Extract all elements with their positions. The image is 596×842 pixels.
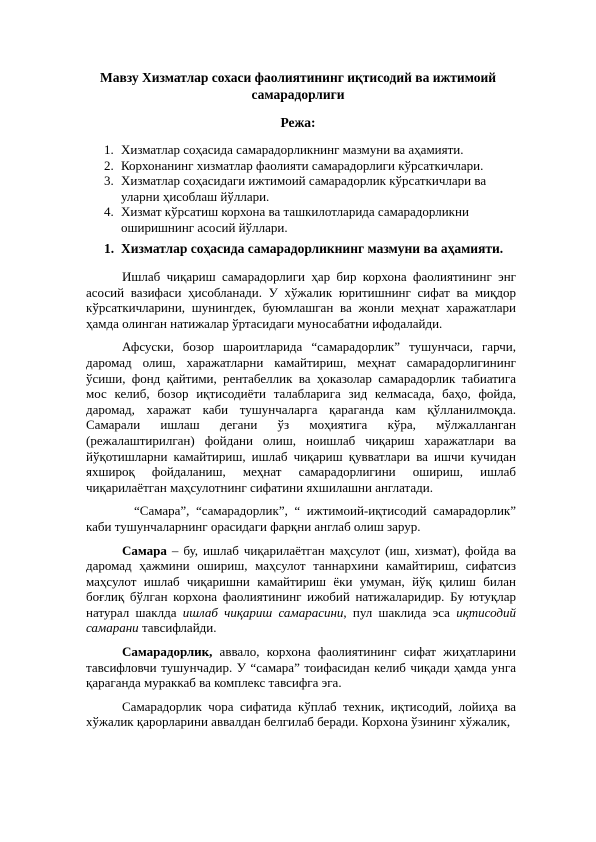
paragraph-5 [86,644,516,691]
paragraph-4-text-c: тавсифлайди. [138,620,217,636]
section-title: Хизматлар соҳасида самарадорликнинг мазмуни ва аҳамияти. [121,241,504,256]
plan-item-text: Корхонанинг хизматлар фаолияти самарадорлиги кўрсаткичлари. [121,157,484,173]
plan-item-text: Хизматлар соҳасида самарадорликнинг мазмуни ва аҳамияти. [121,142,464,157]
plan-item-text: Хизматлар соҳасидаги ижтимоий самарадорлик кўрсаткичлари ва уларни ҳисоблаш йўллари. [121,173,487,204]
paragraph-4-text-b: , пул шаклида эса [343,604,457,620]
term-samara: Самара [122,542,167,558]
plan-item-number: 2. [104,157,114,173]
section-heading [104,240,544,257]
paragraph-4-text-a: – бу, ишлаб чиқарилаётган маҳсулот (иш, хизмат), фойда ва даромад ҳажмини ошириш, маҳсулот таннархини камайтириш, сифатсиз маҳсулот ишлаб чиқаришни камайтириш ёки умуман, йўқ қилиш билан боғлиқ бўлган корхона фаолиятининг ижобий натижаларидир. Бу ютуқлар натурал шаклда [86,542,516,620]
plan-item [104,173,524,204]
paragraph-3: “Самара”, “самарадорлик”, “ ижтимоий-иқтисодий самарадорлик” каби тушунчаларнинг орасидаги фарқни англаб олиш зарур. [86,503,516,534]
section-number: 1. [104,241,115,256]
document-title: Мавзу Хизматлар сохаси фаолиятининг иқтисодий ва ижтимоий самарадорлиги [99,70,497,102]
plan-list [104,142,524,235]
plan-item-number: 1. [104,142,114,157]
plan-item [104,158,524,174]
body-text [86,269,516,730]
paragraph-2: Афсуски, бозор шароитларида “самарадорлик” тушунчаси, гарчи, даромад олиш, харажатларни камайтириш, меҳнат самарадорлигининг ўсиши, фонд қайтими, рентабеллик ва ҳоказолар самарадорлик табиатига мос келиб, бозор иқтисодиёти талабларига зид келмасада, баҳо, фойда, даромад, харажат каби тушунчаларга қараганда кам қўлланилмоқда. Самарали ишлаш дегани ўз моҳиятига кўра, мўлжалланган (режалаштирилган) фойдани олиш, ноишлаб чиқариш харажатлари ва йўқотишларни камайтириш, ишлаб чиқариш қувватлари ва ишчи кучидан яхшироқ фойдаланиш, меҳнат самарадорлигини ошириш, ишлаб чиқарилаётган маҳсулотнинг сифатини яхшилашни англатади. [86,339,516,495]
paragraph-4 [86,543,516,637]
plan-item-text: Хизмат кўрсатиш корхона ва ташкилотларида самарадорликни оширишнинг асосий йўллари. [121,204,469,235]
plan-item [104,142,524,158]
italic-phrase-2: иқтисодий самарани [86,604,517,636]
term-samaradorlik: Самарадорлик, [122,644,213,660]
paragraph-5-text: аввало, корхона фаолиятининг сифат жиҳатларини тавсифловчи тушунчадир. У “самара” тоифасидан келиб чиқади ҳамда унга қараганда мураккаб ва комплекс тавсифга эга. [86,644,516,691]
plan-item-number: 3. [104,173,114,188]
plan-item-number: 4. [104,204,114,219]
paragraph-1: Ишлаб чиқариш самарадорлиги ҳар бир корхона фаолиятининг энг асосий вазифаси ҳисобланади. У хўжалик юритишнинг сифат ва миқдор кўрсаткичларини, шунингдек, буюмлашган ва жонли меҳнат харажатлари ҳамда олинган натижалар ўртасидаги муносабатни ифодалайди. [86,269,516,331]
paragraph-6: Самарадорлик чора сифатида кўплаб техник, иқтисодий, лойиҳа ва хўжалик қарорларини аввалдан белгилаб беради. Корхона ўзининг хўжалик, [86,698,516,730]
plan-item [104,204,524,235]
italic-phrase-1: ишлаб чиқариш самарасини [182,604,344,620]
plan-heading: Режа: [280,115,316,130]
